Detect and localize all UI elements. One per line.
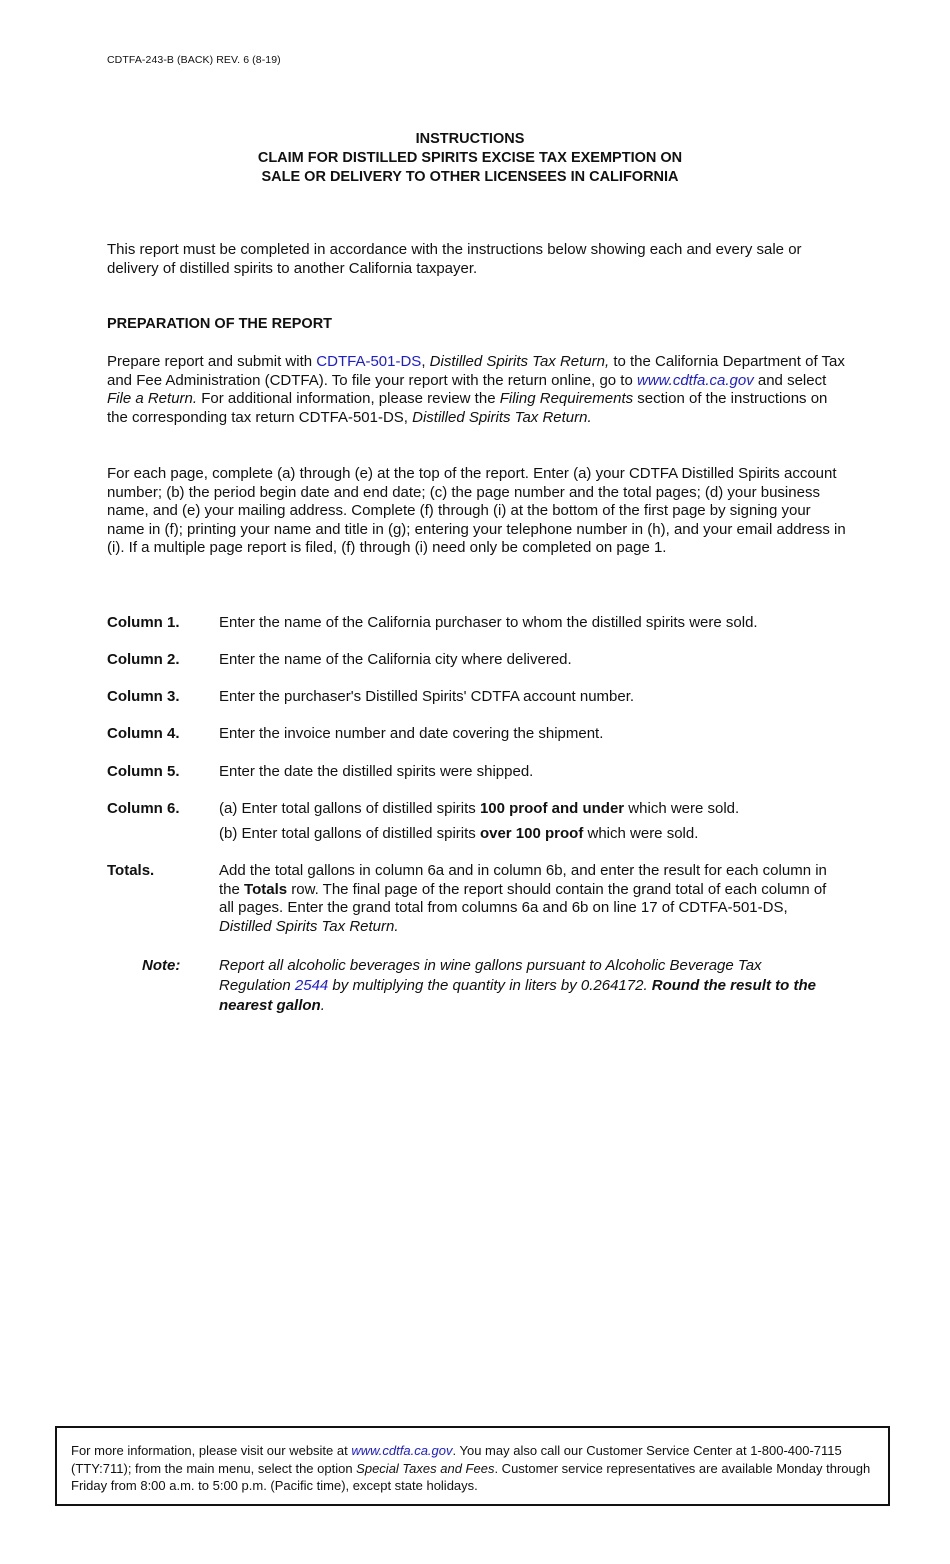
menu-option-text: Special Taxes and Fees [356,1460,495,1476]
title-instructions: INSTRUCTIONS [415,131,525,147]
text: For more information, please visit our website at [71,1443,352,1458]
text: For additional information, please review the [197,390,500,408]
column-1-label: Column 1. [107,614,180,631]
column-3-label: Column 3. [107,688,180,705]
form-id: CDTFA-243-B (BACK) REV. 6 (8-19) [107,54,281,66]
bold-text: Totals [244,880,288,898]
text: Prepare report and submit with [107,353,317,370]
text: . [320,997,325,1014]
column-5-text: Enter the date the distilled spirits were shipped. [219,763,534,780]
preparation-paragraph-1 [107,353,847,427]
text: row. The final page of the report should contain the grand total of each column of all pages. Enter the grand total from columns 6a and 6b on line 17 of CDTFA-501-DS, [219,880,827,917]
text: . You may also call our Customer Service Center at 1-800-400-7115 (TTY:711); from the main menu, select the option [71,1443,842,1476]
column-1-text: Enter the name of the California purchaser to whom the distilled spirits were sold. [219,614,758,631]
text: . Customer service representatives are available Monday through Friday from 8:00 a.m. to 5:00 p.m. (Pacific time), except state holidays. [71,1460,871,1493]
text: (b) Enter total gallons of distilled spirits [219,825,480,842]
column-6a-text [219,800,839,819]
column-4-label: Column 4. [107,725,180,742]
return-name: Distilled Spirits Tax Return. [219,917,399,935]
website-link[interactable]: www.cdtfa.ca.gov [636,371,754,389]
form-501-ds-link[interactable]: CDTFA-501-DS [316,353,422,370]
column-3-text: Enter the purchaser's Distilled Spirits' CDTFA account number. [219,688,635,705]
column-2-label: Column 2. [107,651,180,668]
filing-requirements-text: Filing Requirements [499,390,634,408]
text: and select [753,371,827,389]
column-5-label: Column 5. [107,763,180,780]
column-6b-text [219,825,839,844]
text: Report all alcoholic beverages in wine gallons pursuant to Alcoholic Beverage Tax Regulation [219,957,762,994]
totals-label: Totals. [107,862,155,879]
preparation-paragraph-2: For each page, complete (a) through (e) at the top of the report. Enter (a) your CDTFA Distilled Spirits account number; (b) the period begin date and end date; (c) the page number and the total pages; (d) your business name, and (e) your mailing address. Complete (f) through (i) at the bottom of the first page by signing your name in (f); printing your name and title in (g); entering your telephone number in (h), and your email address in (i). If a multiple page report is filed, (f) through (i) need only be completed on page 1. [107,465,846,557]
text: (a) Enter total gallons of distilled spirits [219,800,480,817]
return-name: Distilled Spirits Tax Return, [429,353,610,370]
file-return-text: File a Return. [107,390,198,408]
column-2-text: Enter the name of the California city where delivered. [219,651,572,668]
footer-website-link[interactable]: www.cdtfa.ca.gov [351,1443,453,1458]
text: section of the instructions on the corresponding tax return CDTFA-501-DS, [107,390,828,426]
text: , [421,353,430,370]
text: which were sold. [624,800,740,817]
preparation-heading: PREPARATION OF THE REPORT [107,316,333,332]
return-name: Distilled Spirits Tax Return. [412,408,592,426]
text: Add the total gallons in column 6a and in column 6b, and enter the result for each column in the [219,862,827,898]
text: which were sold. [583,825,699,842]
intro-paragraph: This report must be completed in accordance with the instructions below showing each and every sale or delivery of distilled spirits to another California taxpayer. [107,241,802,277]
note-label: Note: [142,957,181,974]
note-text [219,956,829,1016]
regulation-2544-link[interactable]: 2544 [294,977,329,994]
text: by multiplying the quantity in liters by 0.264172. [328,977,652,994]
title-line-3: SALE OR DELIVERY TO OTHER LICENSEES IN CALIFORNIA [261,169,679,185]
footer-text [71,1442,881,1495]
text: to the California Department of Tax and Fee Administration (CDTFA). To file your report with the return online, go to [107,353,845,389]
column-4-text: Enter the invoice number and date covering the shipment. [219,725,604,742]
column-6-label: Column 6. [107,800,180,817]
bold-text: over 100 proof [479,825,584,842]
totals-text [219,862,839,936]
bold-text: 100 proof and under [479,800,625,817]
title-line-2: CLAIM FOR DISTILLED SPIRITS EXCISE TAX EXEMPTION ON [257,150,683,166]
bold-text: Round the result to the nearest gallon [219,977,816,1014]
